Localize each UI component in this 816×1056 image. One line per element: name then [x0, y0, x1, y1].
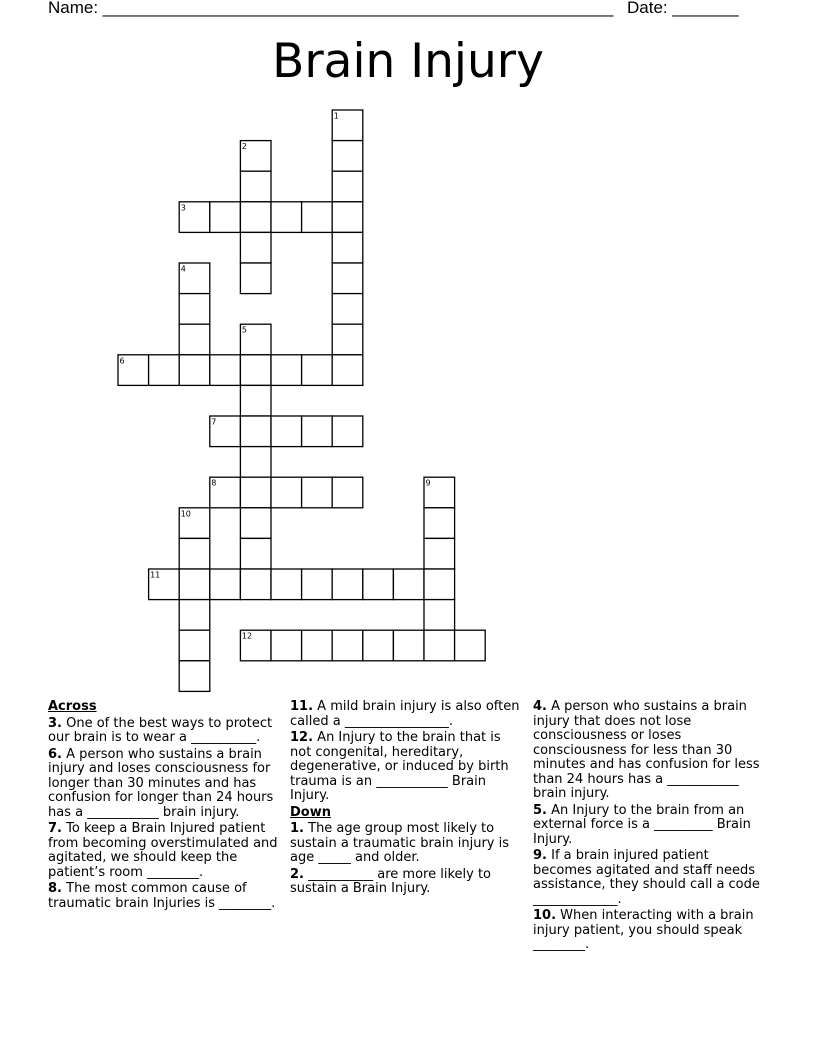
- grid-cell[interactable]: [210, 355, 241, 386]
- down-clue-2: 2. __________ are more likely to sustain a Brain Injury.: [290, 866, 491, 896]
- cell-number: 5: [241, 325, 247, 335]
- grid-cell[interactable]: [424, 508, 455, 539]
- grid-cell[interactable]: [210, 569, 241, 600]
- down-clue-5: 5. An Injury to the brain from an external force is a _________ Brain Injury.: [533, 802, 751, 847]
- across-clue-3: 3. One of the best ways to protect our brain is to wear a __________.: [48, 715, 273, 745]
- grid-cell[interactable]: [363, 569, 394, 600]
- grid-cell[interactable]: [424, 600, 455, 631]
- grid-cell[interactable]: [332, 232, 363, 263]
- grid-cell[interactable]: [179, 294, 210, 325]
- grid-cell[interactable]: [332, 416, 363, 447]
- down-clue-10: 10. When interacting with a brain injury patient, you should speak ________.: [533, 908, 754, 952]
- down-clue-1: 1. The age group most likely to sustain a traumatic brain injury is age _____ and older.: [290, 821, 510, 865]
- grid-cell[interactable]: [302, 477, 333, 508]
- grid-cell[interactable]: [149, 355, 180, 386]
- grid-cell[interactable]: [210, 202, 241, 233]
- down-heading: Down: [290, 804, 331, 820]
- grid-cell[interactable]: [332, 171, 363, 202]
- grid-cell[interactable]: [240, 569, 271, 600]
- cell-number: 11: [150, 570, 161, 580]
- grid-cell[interactable]: [302, 355, 333, 386]
- grid-cell[interactable]: [271, 569, 302, 600]
- grid-cell[interactable]: [332, 263, 363, 294]
- grid-cell[interactable]: [332, 202, 363, 233]
- date-field[interactable]: Date: _______: [627, 0, 739, 17]
- grid-cell[interactable]: [179, 630, 210, 661]
- grid-cell[interactable]: [424, 630, 455, 661]
- page-title: Brain Injury: [272, 34, 544, 89]
- grid-cell[interactable]: [302, 569, 333, 600]
- grid-cell[interactable]: [179, 538, 210, 569]
- cell-number: 12: [241, 631, 253, 641]
- cell-number: 3: [180, 203, 186, 213]
- grid-cell[interactable]: [179, 569, 210, 600]
- cell-number: 9: [425, 478, 431, 488]
- across-clue-6: 6. A person who sustains a brain injury and loses consciousness for longer than 30 minutes and has confusion for longer than 24 hours has a ___________ brain injury.: [48, 746, 274, 820]
- grid-cell[interactable]: [424, 569, 455, 600]
- grid-cell[interactable]: [271, 630, 302, 661]
- grid-cell[interactable]: [271, 477, 302, 508]
- clues-column-1: [48, 700, 280, 913]
- grid-cell[interactable]: [332, 324, 363, 355]
- grid-cell[interactable]: [240, 538, 271, 569]
- grid-cell[interactable]: [240, 355, 271, 386]
- grid-cell[interactable]: [240, 508, 271, 539]
- down-clue-4: 4. A person who sustains a brain injury that does not lose consciousness or loses consciousness for less than 30 minutes and has confusion for less than 24 hours has a ___________ brain injury.: [533, 699, 760, 801]
- grid-cell[interactable]: [240, 202, 271, 233]
- grid-cell[interactable]: [302, 630, 333, 661]
- grid-cell[interactable]: [302, 416, 333, 447]
- across-clue-7: 7. To keep a Brain Injured patient from becoming overstimulated and agitated, we should keep the patient’s room ________.: [48, 821, 278, 880]
- down-clue-9: 9. If a brain injured patient becomes agitated and staff needs assistance, they should call a code _____________.: [533, 848, 760, 907]
- grid-cell[interactable]: [271, 416, 302, 447]
- cell-number: 6: [119, 356, 125, 366]
- grid-cell[interactable]: [332, 477, 363, 508]
- grid-cell[interactable]: [240, 416, 271, 447]
- grid-cell[interactable]: [240, 171, 271, 202]
- grid-cell[interactable]: [393, 569, 424, 600]
- cell-number: 4: [180, 264, 186, 274]
- grid-cell[interactable]: [179, 661, 210, 692]
- grid-cell[interactable]: [240, 263, 271, 294]
- clues-column-2: [290, 700, 522, 899]
- across-clue-11: 11. A mild brain injury is also often called a ________________.: [290, 699, 520, 729]
- across-heading: Across: [48, 699, 97, 714]
- grid-cell[interactable]: [271, 355, 302, 386]
- grid-cell[interactable]: [332, 141, 363, 172]
- grid-cell[interactable]: [271, 202, 302, 233]
- cell-number: 2: [241, 142, 247, 152]
- grid-cell[interactable]: [363, 630, 394, 661]
- grid-cell[interactable]: [240, 477, 271, 508]
- name-field[interactable]: Name: ______________________________________________________: [48, 0, 614, 17]
- grid-cell[interactable]: [393, 630, 424, 661]
- grid-cell[interactable]: [240, 447, 271, 478]
- grid-cell[interactable]: [332, 355, 363, 386]
- grid-cell[interactable]: [179, 324, 210, 355]
- grid-cell[interactable]: [332, 569, 363, 600]
- grid-cell[interactable]: [332, 630, 363, 661]
- grid-cell[interactable]: [240, 232, 271, 263]
- cell-number: 10: [180, 509, 191, 519]
- grid-cell[interactable]: [179, 355, 210, 386]
- grid-cell[interactable]: [455, 630, 486, 661]
- grid-cell[interactable]: [302, 202, 333, 233]
- clues-column-3: [533, 700, 765, 955]
- cell-number: 1: [333, 111, 339, 121]
- grid-cell[interactable]: [332, 294, 363, 325]
- cell-number: 7: [211, 417, 217, 427]
- grid-cell[interactable]: [179, 600, 210, 631]
- across-clue-8: 8. The most common cause of traumatic brain Injuries is ________.: [48, 881, 276, 911]
- grid-cell[interactable]: [240, 385, 271, 416]
- across-clue-12: 12. An Injury to the brain that is not congenital, hereditary, degenerative, or induced by birth trauma is an ___________ Brain Injury.: [290, 730, 509, 803]
- cell-number: 8: [211, 478, 217, 488]
- grid-cell[interactable]: [424, 538, 455, 569]
